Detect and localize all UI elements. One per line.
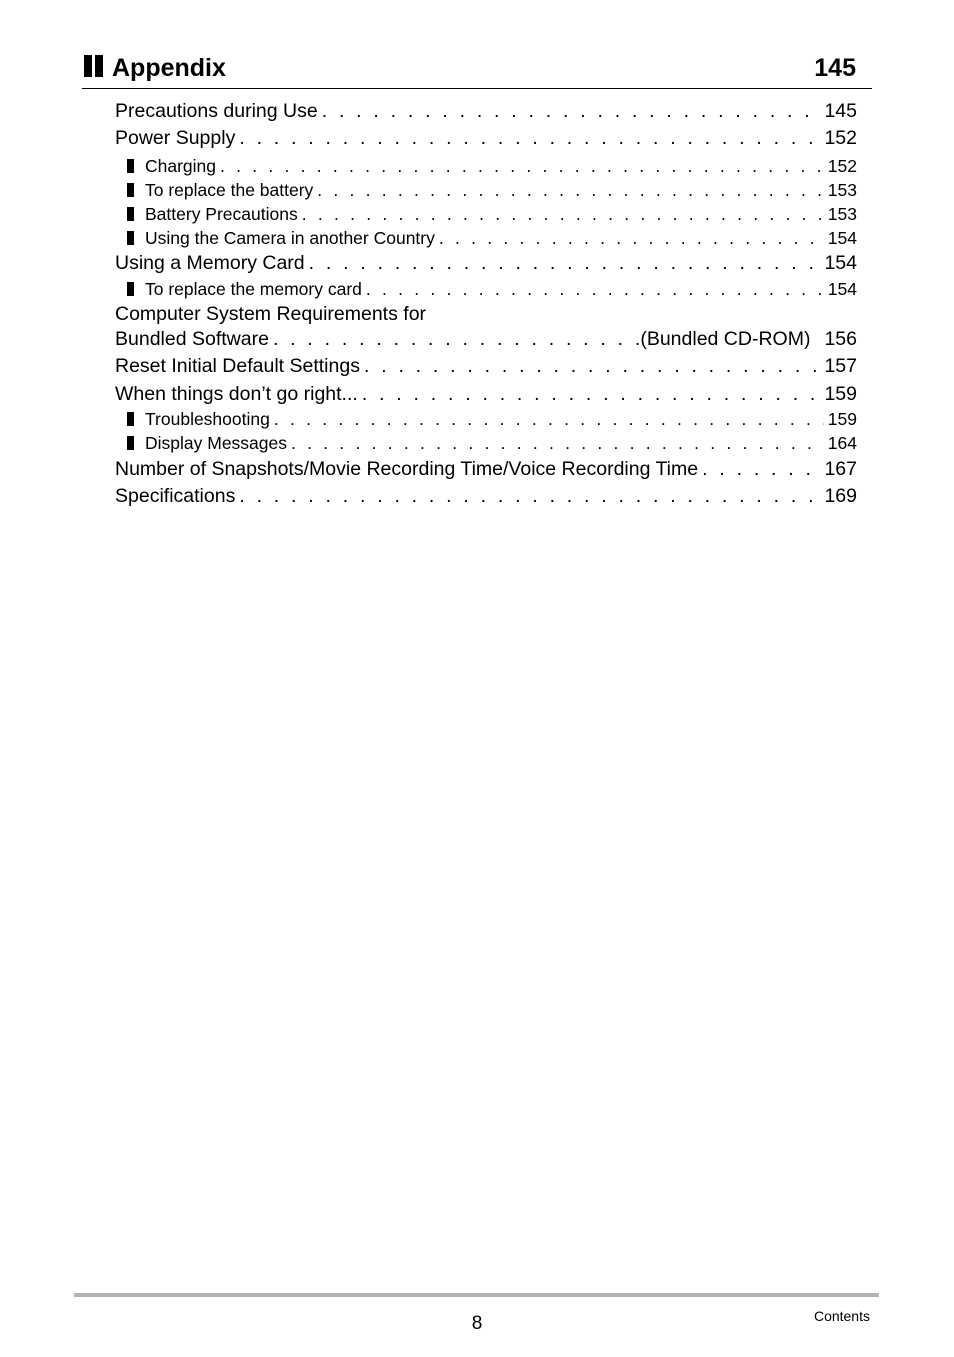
section-title: Appendix: [112, 54, 226, 82]
leader-dots: [291, 431, 824, 455]
toc-entry-label: Using the Camera in another Country: [145, 228, 435, 248]
leader-dots: [309, 250, 821, 277]
toc-entry-label: To replace the memory card: [145, 279, 362, 299]
toc-entry-label: Reset Initial Default Settings: [115, 355, 360, 377]
footer-section-label: Contents: [813, 1308, 870, 1324]
bullet-icon: [127, 207, 134, 221]
toc-subentry-battery-precautions[interactable]: [115, 202, 857, 226]
footer-page-number: 8: [471, 1313, 483, 1334]
leader-dots: [274, 407, 824, 431]
toc-entry-label: Battery Precautions: [145, 204, 298, 224]
toc-entry-page: 167: [824, 458, 857, 480]
leader-dots: [220, 154, 824, 178]
toc-subentry-display-messages[interactable]: [115, 431, 857, 455]
toc-entry-precautions[interactable]: [115, 98, 857, 125]
toc-entry-label: Specifications: [115, 485, 236, 507]
toc-entry-number-of-snapshots[interactable]: [115, 456, 857, 483]
bullet-icon: [127, 282, 134, 296]
toc-entry-things-dont-go-right[interactable]: [115, 381, 857, 408]
toc-entry-page: 154: [824, 252, 857, 274]
toc-entry-page: 154: [827, 228, 857, 248]
toc-entry-reset-defaults[interactable]: [115, 353, 857, 380]
toc-entry-page: 159: [827, 409, 857, 429]
toc-entry-bundled-software[interactable]: [115, 326, 857, 353]
toc-entry-system-requirements[interactable]: [115, 301, 857, 328]
leader-dots: [702, 456, 820, 483]
leader-dots: [273, 326, 631, 353]
toc-entry-label: To replace the battery: [145, 180, 314, 200]
toc-subentry-replace-battery[interactable]: [115, 178, 857, 202]
bullet-icon: [127, 159, 134, 173]
toc-subentry-charging[interactable]: [115, 154, 857, 178]
toc-entry-label: Charging: [145, 156, 217, 176]
toc-entry-label: Computer System Requirements for: [115, 303, 427, 325]
toc-entry-label: Number of Snapshots/Movie Recording Time/Voice Recording Time: [115, 458, 699, 480]
toc-entry-label: Precautions during Use: [115, 100, 318, 122]
toc-entry-label: Troubleshooting: [145, 409, 270, 429]
leader-dots: [364, 353, 820, 380]
toc-entry-power-supply[interactable]: [115, 125, 857, 152]
toc-entry-label: Using a Memory Card: [115, 252, 305, 274]
toc-entry-page: 153: [827, 204, 857, 224]
bullet-icon: [127, 412, 134, 426]
toc-entry-page: 159: [824, 383, 857, 405]
toc-entry-memory-card[interactable]: [115, 250, 857, 277]
leader-dots: [439, 226, 824, 250]
toc-entry-page: 156: [824, 328, 857, 350]
toc-entry-page: 145: [824, 100, 857, 122]
bullet-icon: [127, 231, 134, 245]
bullet-icon: [127, 436, 134, 450]
toc-entry-label: Bundled Software: [115, 328, 269, 350]
leader-dots: [302, 202, 824, 226]
section-header: [82, 52, 872, 89]
toc-entry-specifications[interactable]: [115, 483, 857, 510]
toc-subentry-replace-memory-card[interactable]: [115, 277, 857, 301]
toc-entry-page: 152: [827, 156, 857, 176]
toc-entry-page: 169: [824, 485, 857, 507]
leader-dots: [317, 178, 824, 202]
toc-entry-label: When things don’t go right...: [115, 383, 358, 405]
section-marker-icon: [84, 55, 104, 77]
toc-subentry-troubleshooting[interactable]: [115, 407, 857, 431]
section-page-number: 145: [814, 54, 856, 82]
toc-entry-page: 164: [827, 433, 857, 453]
toc-entry-label: Display Messages: [145, 433, 287, 453]
toc-entry-page: 152: [824, 127, 857, 149]
toc-entry-label: Power Supply: [115, 127, 236, 149]
toc-subentry-another-country[interactable]: [115, 226, 857, 250]
toc-entry-suffix: .(Bundled CD-ROM): [634, 328, 811, 350]
leader-dots: [322, 98, 821, 125]
leader-dots: [239, 483, 820, 510]
toc-entry-page: 154: [827, 279, 857, 299]
leader-dots: [239, 125, 820, 152]
toc-entry-page: 153: [827, 180, 857, 200]
footer-divider: [74, 1293, 879, 1297]
toc-entry-page: 157: [824, 355, 857, 377]
leader-dots: [366, 277, 824, 301]
bullet-icon: [127, 183, 134, 197]
leader-dots: [362, 381, 821, 408]
